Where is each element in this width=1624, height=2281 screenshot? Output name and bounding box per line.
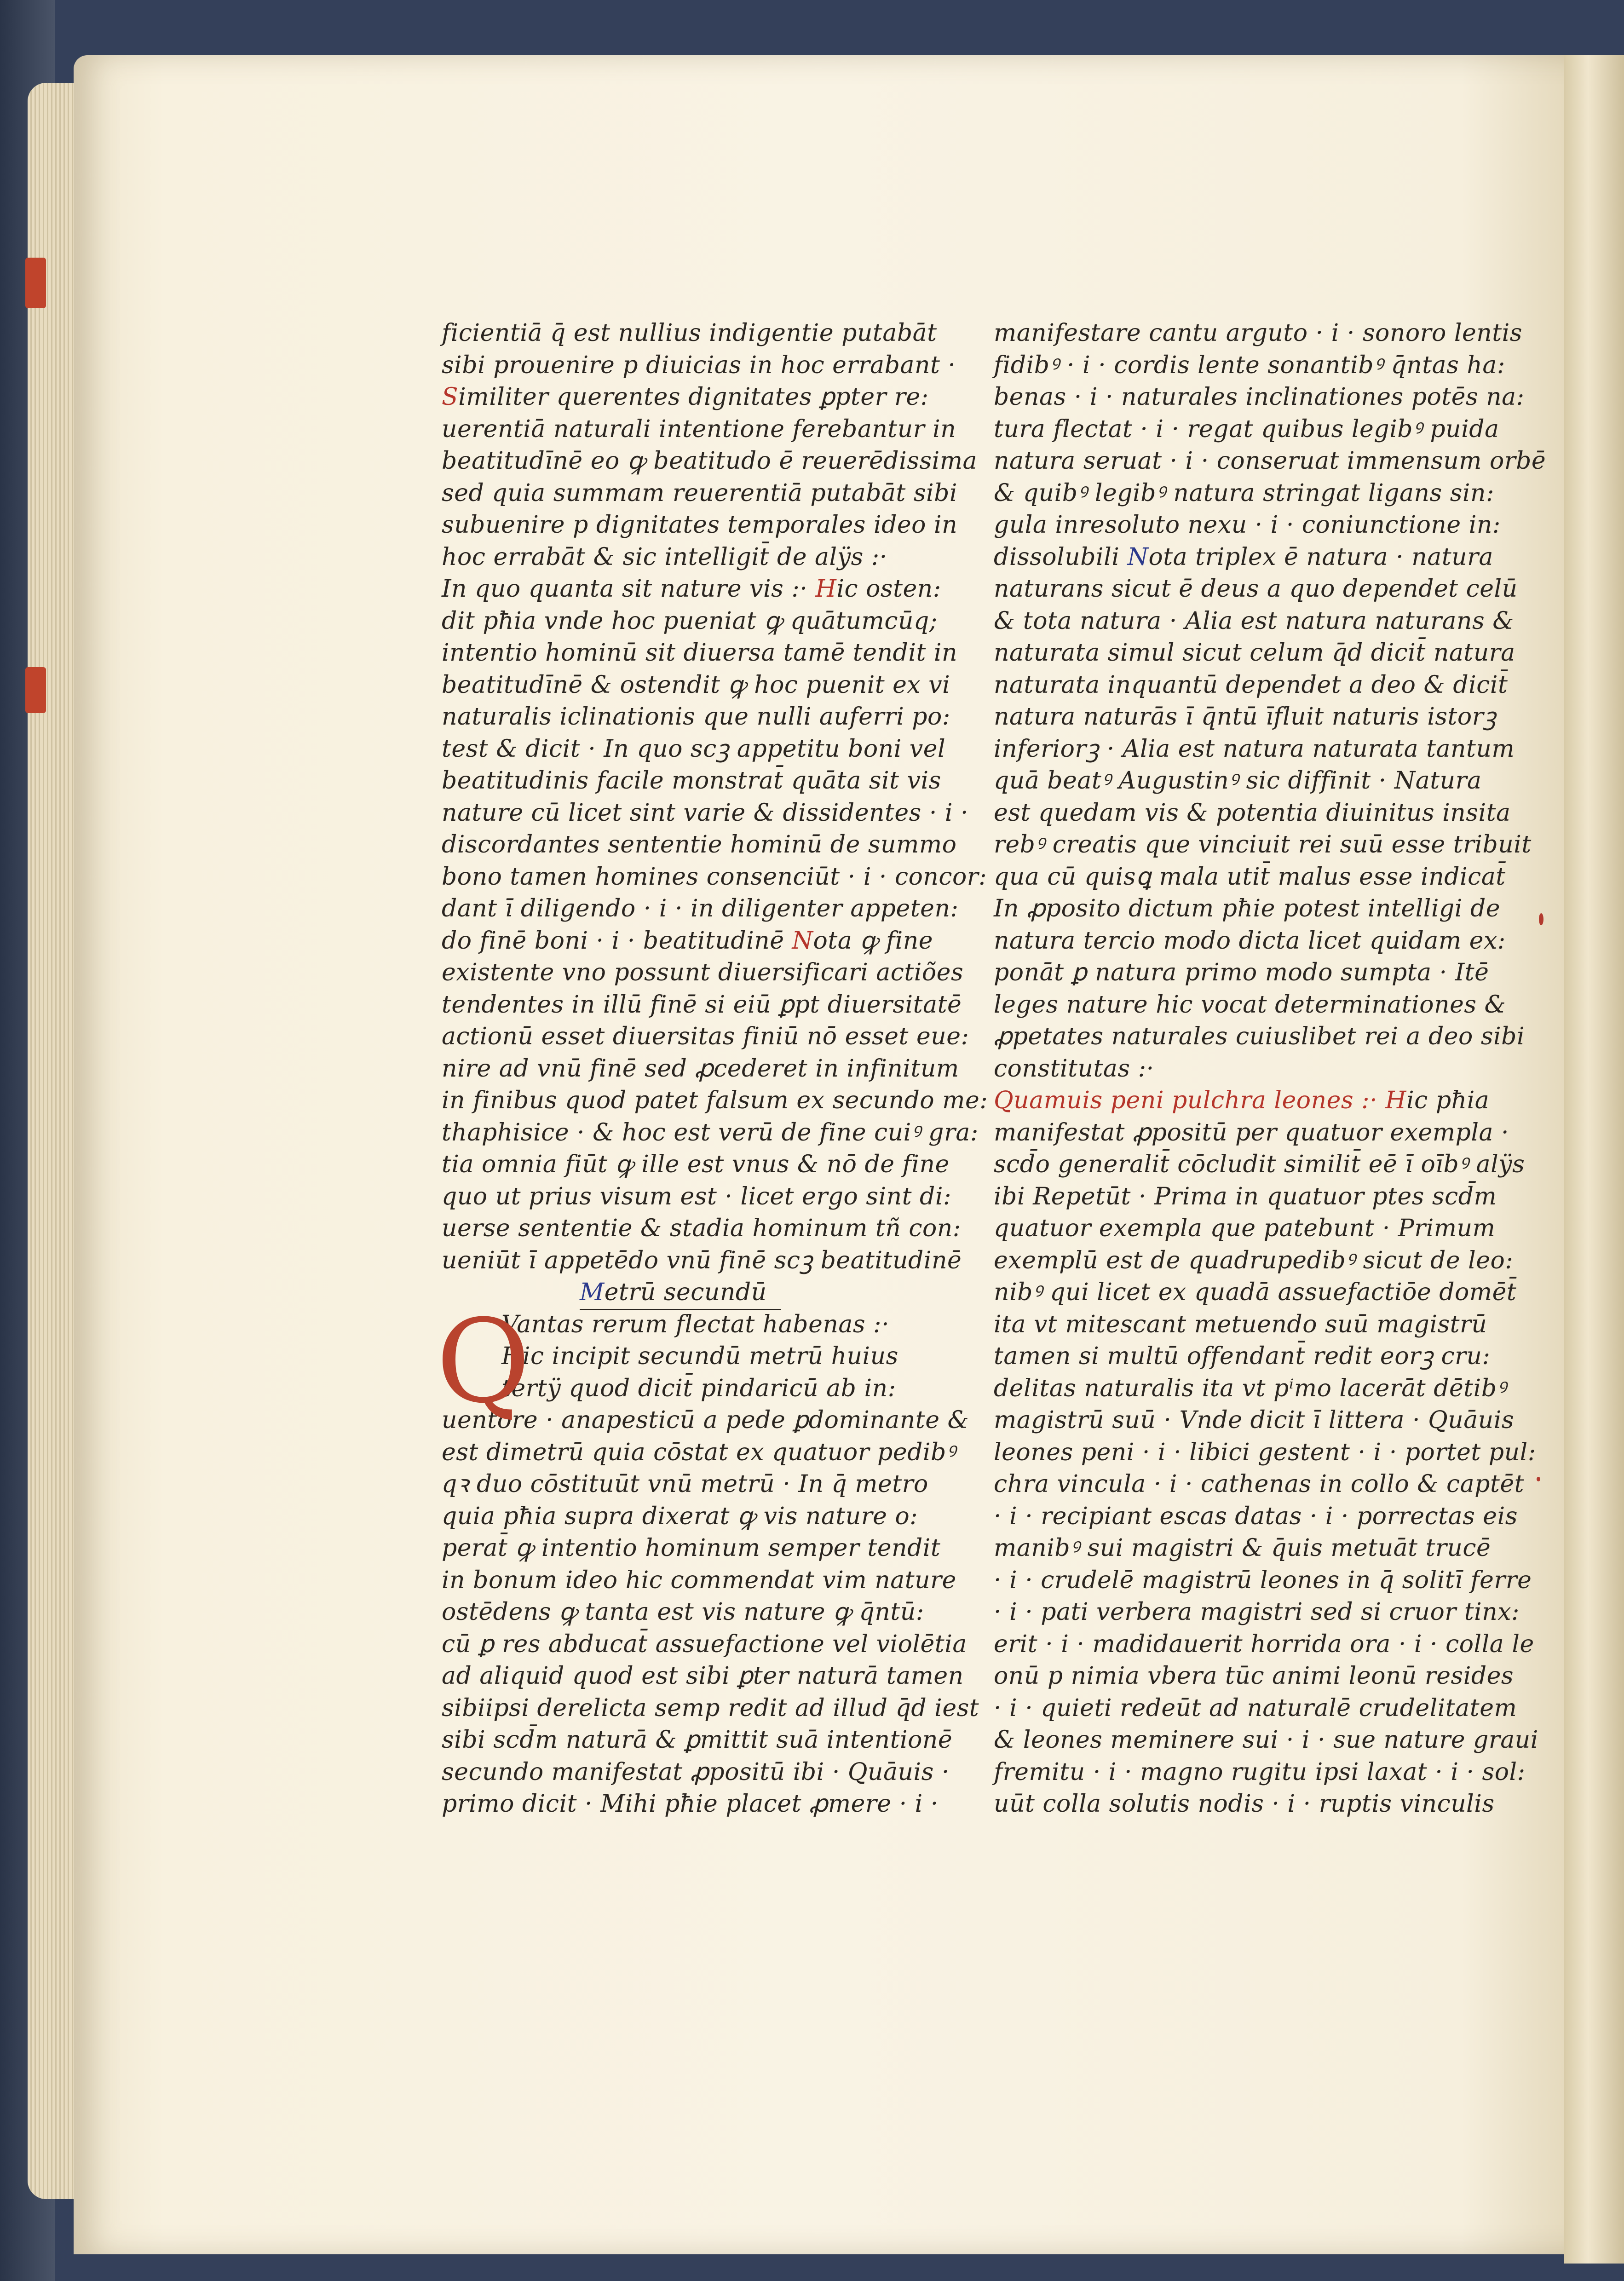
text-line: manibꝰ sui magistri & q̄uis metuāt trucē — [994, 1534, 1491, 1562]
text-line: manifestare cantu arguto · i · sonoro lentis — [994, 319, 1522, 347]
rubricated-initial: H — [1385, 1087, 1407, 1114]
red-ink-fleck — [1537, 1477, 1540, 1481]
text-line: magistrū suū · Vnde dicit ī littera · Quāuis — [994, 1406, 1515, 1434]
text-line: ad aliquid quod est sibi ꝑter naturā tamen — [442, 1662, 964, 1690]
text-line: thaphisice · & hoc est verū de fine cuiꝰ gra: — [442, 1118, 979, 1146]
text-line: cū ꝑ res abducat̄ assuefactione vel violētia — [442, 1630, 967, 1658]
blue-initial: M — [580, 1279, 605, 1306]
text-line: ꝓpetates naturales cuiuslibet rei a deo sibi — [994, 1023, 1525, 1050]
text-line: tia omnia fiūt ꝙ ille est vnus & nō de fine — [442, 1151, 950, 1178]
text-line — [994, 541, 1493, 574]
text-line — [442, 573, 941, 605]
text-line: erit · i · madidauerit horrida ora · i · colla le — [994, 1630, 1534, 1658]
decorated-initial-q: Q — [436, 1294, 531, 1429]
text-line: naturata simul sicut celum q̄d dicit̄ natura — [994, 639, 1515, 667]
text-line: beatitudīnē & ostendit ꝙ hoc puenit ex vi — [442, 671, 950, 699]
text-line: fidibꝰ · i · cordis lente sonantibꝰ q̄ntas ha: — [994, 351, 1505, 379]
text-line: bono tamen homines consenciūt · i · concor: — [442, 863, 987, 891]
text-line: naturans sicut ē deus a quo dependet celū — [994, 575, 1518, 603]
text-line — [442, 925, 933, 957]
text-line: ponāt ꝑ natura primo modo sumpta · Itē — [994, 959, 1489, 986]
text-segment: ic osten: — [836, 575, 941, 603]
text-line: onū p nimia vbera tūc animi leonū resides — [994, 1662, 1514, 1690]
text-line: tura flectat · i · regat quibus legibꝰ puida — [994, 415, 1499, 443]
text-segment: In quo quanta sit nature vis :· — [442, 575, 808, 603]
bookmark-tab-lower — [25, 667, 46, 713]
text-line: ostēdens ꝙ tanta est vis nature ꝙ q̄ntū: — [442, 1598, 924, 1626]
text-line: In ꝓposito dictum pħie potest intelligi de — [994, 895, 1501, 922]
bookmark-tab-upper — [25, 258, 46, 308]
text-segment: dissolubili — [994, 543, 1120, 571]
text-line: benas · i · naturales inclinationes potēs na: — [994, 383, 1525, 411]
text-line: · i · quieti redeūt ad naturalē crudelitatem — [994, 1694, 1517, 1722]
text-line: beatitudīnē eo ꝙ beatitudo ē reuerēdissima — [442, 447, 978, 475]
text-line: dant ī diligendo · i · in diligenter appeten: — [442, 895, 959, 922]
adjacent-leaf-edge — [1564, 55, 1624, 2264]
text-segment: ic pħia — [1406, 1087, 1490, 1114]
text-line: sibi scd̄m naturā & ꝑmittit suā intentionē — [442, 1726, 953, 1754]
text-line: natura tercio modo dicta licet quidam ex: — [994, 927, 1506, 955]
text-line: quā beatꝰ Augustinꝰ sic diffinit · Natura — [994, 767, 1482, 795]
text-segment: Quamuis peni pulchra leones :· — [994, 1087, 1378, 1114]
text-line: Vantas rerum flectat habenas :· — [501, 1310, 890, 1338]
heading-text: etrū secundū — [604, 1279, 767, 1306]
text-line: · i · recipiant escas datas · i · porrectas eis — [994, 1502, 1518, 1530]
text-line: · i · crudelē magistrū leones in q̄ solitī ferre — [994, 1566, 1532, 1594]
text-line: manifestat ꝓpositū per quatuor exempla · — [994, 1118, 1509, 1146]
text-line: scd̄o generalit̄ cōcludit similit̄ eē ī oībꝰ alÿs — [994, 1151, 1525, 1178]
text-line: natura naturās ī q̄ntū īfluit naturis istorꝫ — [994, 703, 1497, 731]
text-line: test & dicit · In quo scꝫ appetitu boni vel — [442, 735, 946, 763]
text-line: naturata inquantū dependet a deo & dicit̄ — [994, 671, 1508, 699]
text-line: natura seruat · i · conseruat immensum orbē — [994, 447, 1546, 475]
text-line: hoc errabāt & sic intelligit̄ de alÿs :· — [442, 543, 887, 571]
text-line: secundo manifestat ꝓpositū ibi · Quāuis · — [442, 1758, 950, 1786]
text-line: & leones meminere sui · i · sue nature graui — [994, 1726, 1538, 1754]
text-line: quatuor exempla que patebunt · Primum — [994, 1215, 1496, 1242]
text-line: & quibꝰ legibꝰ natura stringat ligans sin: — [994, 479, 1495, 507]
text-line: constitutas :· — [994, 1054, 1154, 1083]
text-line: uūt colla solutis nodis · i · ruptis vinculis — [994, 1790, 1495, 1818]
text-line: uentore · anapesticū a pede ꝑdominante & — [442, 1406, 969, 1434]
text-segment: ota ꝙ fine — [813, 927, 933, 955]
text-line: Hic incipit secundū metrū huius — [501, 1342, 898, 1370]
text-line: uerse sententie & stadia hominum tñ con: — [442, 1215, 961, 1242]
rubricated-initial: N — [792, 927, 813, 955]
blue-initial: N — [1127, 543, 1149, 571]
right-text-column — [994, 317, 1546, 1820]
text-line: ita vt mitescant metuendo suū magistrū — [994, 1310, 1487, 1338]
text-line: existente vno possunt diuersificari actiões — [442, 959, 964, 986]
text-line: in bonum ideo hic commendat vim nature — [442, 1566, 956, 1594]
left-text-column — [436, 317, 988, 1820]
text-line: subuenire p dignitates temporales ideo in — [442, 511, 958, 539]
text-line: sibiipsi derelicta semp redit ad illud q̄d iest — [442, 1694, 979, 1722]
text-line: leones peni · i · libici gestent · i · portet pul: — [994, 1438, 1536, 1466]
text-line: ueniūt ī appetēdo vnū finē scꝫ beatitudinē — [442, 1246, 962, 1274]
text-line — [994, 1085, 1490, 1117]
text-line: sibi prouenire p diuicias in hoc errabant · — [442, 351, 956, 379]
text-line: gula inresoluto nexu · i · coniunctione in: — [994, 511, 1501, 539]
rubricated-initial: H — [815, 575, 837, 603]
text-line: tertÿ quod dicit̄ pindaricū ab in: — [501, 1374, 896, 1402]
text-line: tendentes in illū finē si eiū ꝑpt diuersitatē — [442, 991, 962, 1019]
text-segment: do finē boni · i · beatitudinē — [442, 927, 784, 955]
text-line: quo ut prius visum est · licet ergo sint di: — [442, 1182, 951, 1210]
text-line: beatitudinis facile monstrat̄ quāta sit vis — [442, 767, 941, 795]
text-line: delitas naturalis ita vt pⁱmo lacerāt dētibꝰ — [994, 1374, 1506, 1402]
text-line: actionū esset diuersitas finiū nō esset eue: — [442, 1023, 969, 1050]
text-line: nibꝰ qui licet ex quadā assuefactiōe domēt̄ — [994, 1279, 1517, 1306]
text-line: sed quia summam reuerentiā putabāt sibi — [442, 479, 958, 507]
text-line — [442, 381, 929, 414]
text-line: inferiorꝫ · Alia est natura naturata tantum — [994, 735, 1515, 763]
text-line: discordantes sententie hominū de summo — [442, 831, 957, 858]
text-line: ficientiā q̄ est nullius indigentie putabāt — [442, 319, 937, 347]
text-line: est dimetrū quia cōstat ex quatuor pedibꝰ — [442, 1438, 956, 1466]
text-line: nire ad vnū finē sed ꝓcederet in infinitum — [442, 1054, 959, 1083]
text-line: in finibus quod patet falsum ex secundo me: — [442, 1087, 988, 1114]
text-line: quia pħia supra dixerat ꝙ vis nature o: — [442, 1502, 918, 1530]
text-line: intentio hominū sit diuersa tamē tendit in — [442, 639, 958, 667]
text-line: dit pħia vnde hoc pueniat ꝙ quātumcūq; — [442, 607, 938, 635]
text-line: naturalis iclinationis que nulli auferri po: — [442, 703, 950, 731]
text-line: uerentiā naturali intentione ferebantur in — [442, 415, 956, 443]
text-line: perat̄ ꝙ intentio hominum semper tendit — [442, 1534, 941, 1562]
text-line: exemplū est de quadrupedibꝰ sicut de leo: — [994, 1246, 1514, 1274]
text-segment: imiliter querentes dignitates ꝑpter re: — [458, 383, 929, 411]
heading-underline — [580, 1277, 781, 1310]
text-line: chra vincula · i · cathenas in collo & captēt — [994, 1470, 1525, 1498]
text-line: qua cū quisꝗ mala utit̄ malus esse indicat̄ — [994, 863, 1506, 891]
text-line: fremitu · i · magno rugitu ipsi laxat · i · sol: — [994, 1758, 1526, 1786]
text-line: ibi Repetūt · Prima in quatuor ptes scd̄m — [994, 1182, 1497, 1210]
text-line: nature cū licet sint varie & dissidentes · i · — [442, 799, 969, 827]
text-line: & tota natura · Alia est natura naturans & — [994, 607, 1515, 635]
text-line: rebꝰ creatis que vinciuit rei suū esse tribuit — [994, 831, 1532, 858]
text-line: qꝛ duo cōstituūt vnū metrū · In q̄ metro — [442, 1470, 928, 1498]
text-line: leges nature hic vocat determinationes & — [994, 991, 1506, 1019]
text-line: est quedam vis & potentia diuinitus insita — [994, 799, 1511, 827]
text-line: · i · pati verbera magistri sed si cruor tinx: — [994, 1598, 1520, 1626]
text-segment: ota triplex ē natura · natura — [1148, 543, 1493, 571]
red-ink-fleck — [1539, 913, 1543, 925]
rubricated-initial: S — [442, 383, 459, 411]
text-line: primo dicit · Mihi pħie placet ꝓmere · i · — [442, 1790, 939, 1818]
text-line: tamen si multū offendant̄ redit eorꝫ cru: — [994, 1342, 1491, 1370]
